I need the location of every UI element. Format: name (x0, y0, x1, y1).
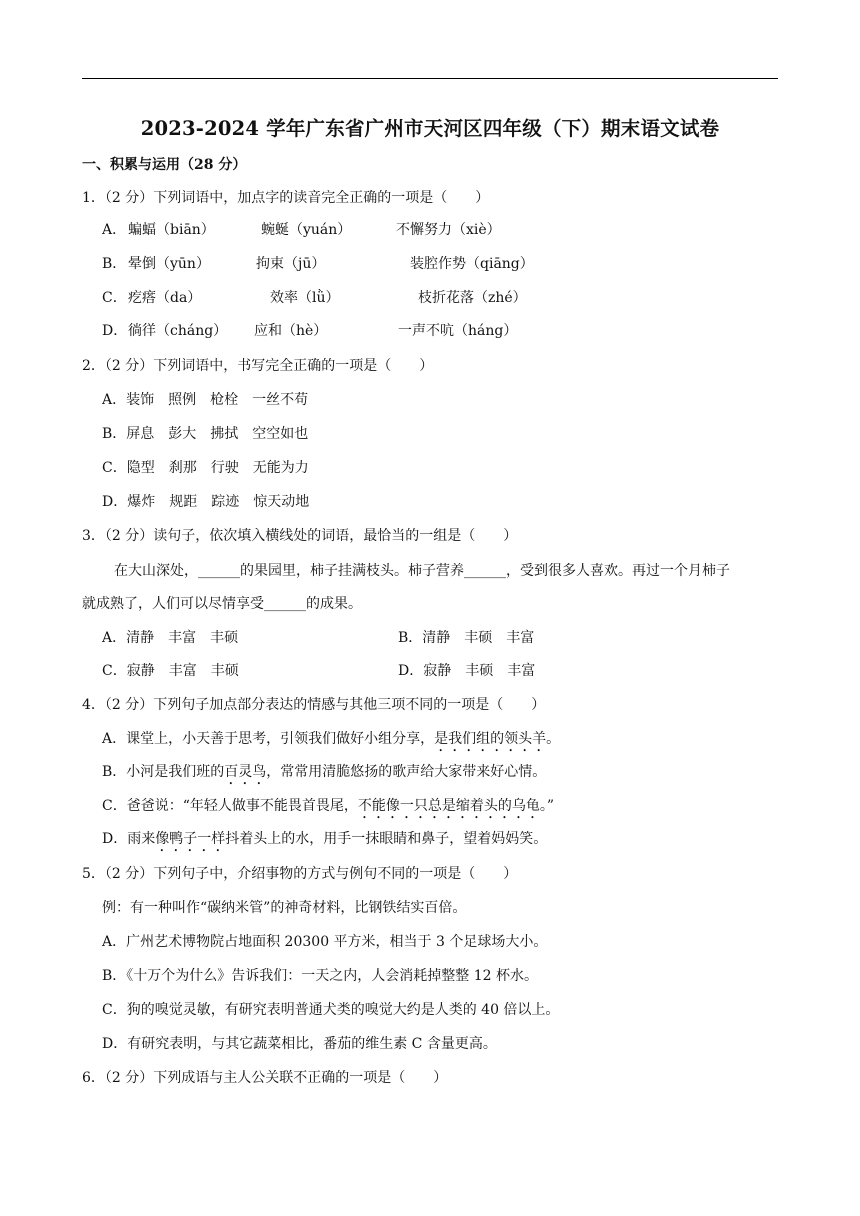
option-word: 不懈努力（xiè） (396, 222, 501, 238)
option-text: B．小河是我们班的 (102, 764, 225, 780)
option-word: 蝙蝠（biān） (128, 222, 215, 238)
emphasized-text: 是我们组的领头羊 (434, 731, 547, 747)
q3-option-b: B．清静 丰硕 丰富 (398, 630, 535, 646)
question-2-stem: 2．（2 分）下列词语中，书写完全正确的一项是（ ） (82, 358, 434, 374)
emphasized-text: 像鸭子一样 (155, 831, 226, 847)
q5-option-d: D．有研究表明，与其它蔬菜相比，番茄的维生素 C 含量更高。 (102, 1036, 497, 1052)
emphasized-text: 百灵鸟 (224, 764, 267, 780)
question-6-stem: 6．（2 分）下列成语与主人公关联不正确的一项是（ ） (82, 1070, 448, 1086)
q3-passage-line-1: 在大山深处，______的果园里，柿子挂满枝头。柿子营养______，受到很多人喜欢。再过一个月柿子 (114, 563, 730, 579)
option-word: 徜徉（cháng） (128, 323, 228, 339)
question-1-stem: 1．（2 分）下列词语中，加点字的读音完全正确的一项是（ ） (82, 190, 490, 206)
option-text: ，常常用清脆悠扬的歌声给大家带来好心情。 (266, 764, 547, 780)
option-word: 效率（lǜ） (270, 290, 340, 306)
q2-option-d: D．爆炸 规距 踪迹 惊天动地 (102, 494, 310, 510)
option-word: 装腔作势（qiāng） (410, 256, 534, 272)
option-word: 拘束（jū） (256, 256, 326, 272)
q4-option-b (102, 762, 546, 788)
q3-option-d: D．寂静 丰硕 丰富 (398, 663, 536, 679)
q5-example: 例：有一种叫作“碳纳米管”的神奇材料，比钢铁结实百倍。 (102, 900, 467, 916)
q3-passage-line-2: 就成熟了，人们可以尽情享受______的成果。 (82, 596, 362, 612)
option-text: 抖着头上的水，用手一抹眼睛和鼻子，望着妈妈笑。 (225, 831, 548, 847)
option-text: A．课堂上，小天善于思考，引领我们做好小组分享， (102, 731, 435, 747)
option-label: D． (102, 323, 128, 339)
q2-option-c: C．隐型 刹那 行驶 无能为力 (102, 460, 309, 476)
q3-option-a: A．清静 丰富 丰硕 (102, 630, 239, 646)
option-word: 蜿蜒（yuán） (261, 222, 352, 238)
question-4-stem: 4．（2 分）下列句子加点部分表达的情感与其他三项不同的一项是（ ） (82, 697, 546, 713)
option-word: 应和（hè） (254, 323, 328, 339)
option-label: A． (102, 222, 127, 238)
option-word: 一声不吭（háng） (398, 323, 518, 339)
option-word: 疙瘩（da） (128, 290, 202, 306)
q4-option-a (102, 729, 560, 755)
q5-option-b: B．《十万个为什么》告诉我们：一天之内，人会消耗掉整整 12 杯水。 (102, 968, 539, 984)
q2-option-b: B．屏息 彭大 拂拭 空空如也 (102, 426, 309, 442)
header-rule (82, 78, 778, 79)
option-label: C． (102, 290, 127, 306)
q2-option-a: A．装饰 照例 枪栓 一丝不苟 (102, 392, 309, 408)
q5-option-c: C．狗的嗅觉灵敏，有研究表明普通犬类的嗅觉大约是人类的 40 倍以上。 (102, 1002, 560, 1018)
question-3-stem: 3．（2 分）读句子，依次填入横线处的词语，最恰当的一组是（ ） (82, 528, 518, 544)
option-text: 。 (546, 731, 561, 747)
option-word: 晕倒（yūn） (128, 256, 210, 272)
q3-option-c: C．寂静 丰富 丰硕 (102, 663, 239, 679)
q5-option-a: A．广州艺术博物院占地面积 20300 平方米，相当于 3 个足球场大小。 (102, 934, 548, 950)
emphasized-text: 不能像一只总是缩着头的乌龟 (357, 798, 540, 814)
q4-option-d (102, 829, 547, 855)
q4-option-c (102, 796, 554, 822)
page-title: 2023-2024 学年广东省广州市天河区四年级（下）期末语文试卷 (140, 117, 720, 140)
option-text: C．爸爸说：“年轻人做事不能畏首畏尾， (102, 798, 358, 814)
option-word: 枝折花落（zhé） (418, 290, 527, 306)
option-text: 。” (539, 798, 555, 814)
question-5-stem: 5．（2 分）下列句子中，介绍事物的方式与例句不同的一项是（ ） (82, 866, 518, 882)
section-heading: 一、积累与运用（28 分） (82, 157, 247, 173)
option-text: D．雨来 (102, 831, 156, 847)
option-label: B． (102, 256, 127, 272)
